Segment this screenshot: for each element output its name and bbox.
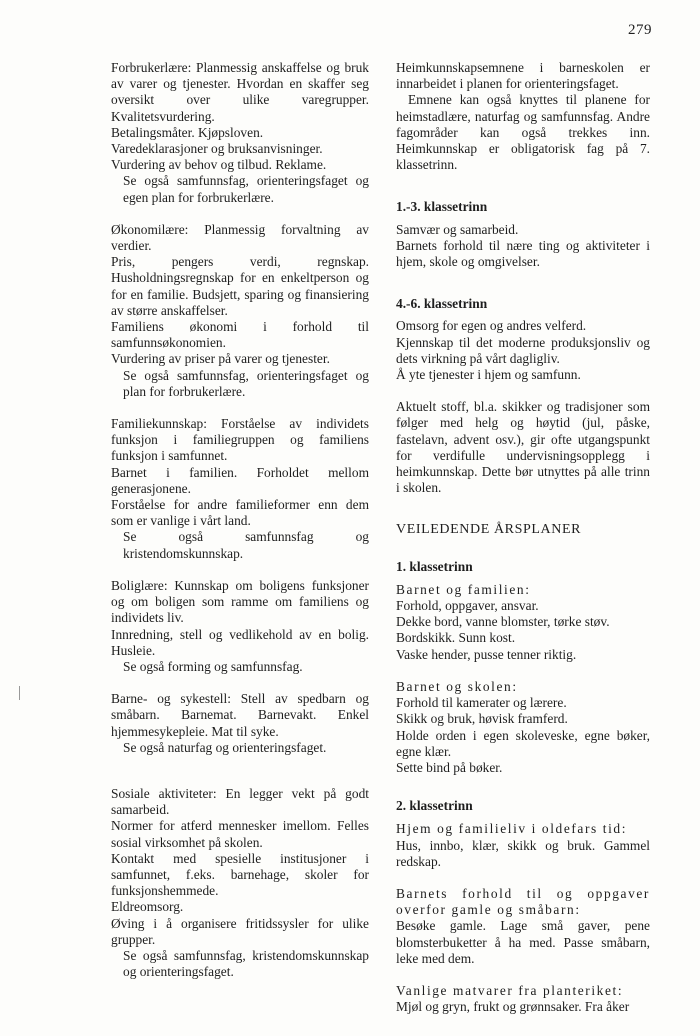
margin-mark: [19, 686, 20, 700]
see-also-note: Se også naturfag og orienteringsfaget.: [123, 739, 327, 755]
section-heading: 1.-3. klassetrinn: [396, 199, 488, 215]
section-familiekunnskap: [111, 416, 369, 562]
section-forbrukerlaere: [111, 60, 369, 206]
paragraph: Eldreomsorg.: [111, 899, 184, 915]
list-item: Dekke bord, vanne blomster, tørke støv.: [396, 614, 610, 630]
list-item: Besøke gamle. Lage små gaver, pene blomsterbuketter å ha med. Passe småbarn, leke med dem.: [396, 918, 650, 966]
group-label: Hjem og familieliv i oldefars tid:: [396, 821, 628, 837]
paragraph: Familiens økonomi i forhold til samfunnsøkonomien.: [111, 319, 369, 351]
list-item: Holde orden i egen skoleveske, egne bøker, egne klær.: [396, 727, 650, 759]
section-4-6: [396, 318, 650, 383]
paragraph: Innredning, stell og vedlikehold av en bolig. Husleie.: [111, 626, 369, 658]
paragraph: Kontakt med spesielle institusjoner i samfunnet, f.eks. barnehage, skoler for funksjonshemmede.: [111, 850, 369, 899]
see-also-note: Se også samfunnsfag, kristendomskunnskap og orienteringsfaget.: [123, 947, 369, 980]
section-okonomilaere: [111, 222, 369, 400]
paragraph: Emnene kan også knyttes til planene for heimstadlære, naturfag og samfunnsfag. Andre fagområder kan også trekkes inn. Heimkunnskap er obligatorisk fag på 7. klassetrinn.: [396, 92, 650, 173]
group-label: Vanlige matvarer fra planteriket:: [396, 982, 624, 998]
right-column: [396, 60, 650, 1015]
list-item: Mjøl og gryn, frukt og grønnsaker. Fra åker: [396, 999, 630, 1015]
paragraph: Kjennskap til det moderne produksjonsliv og dets virkning på vårt dagligliv.: [396, 334, 650, 366]
list-item: Skikk og bruk, høvisk framferd.: [396, 711, 568, 727]
paragraph: Å yte tjenester i hjem og samfunn.: [396, 367, 581, 383]
paragraph: Aktuelt stoff, bl.a. skikker og tradisjoner som følger med helg og høytid (jul, påske, fastelavn, advent osv.), gir ofte utgangspunkt for verdifulle undervisningsopplegg i heimkunnskap. Dette bør utnyttes på alle trinn i skolen.: [396, 399, 650, 496]
paragraph: Sosiale aktiviteter: En legger vekt på godt samarbeid.: [111, 785, 369, 818]
paragraph: Betalingsmåter. Kjøpsloven.: [111, 124, 264, 140]
list-item: Forhold, oppgaver, ansvar.: [396, 598, 539, 614]
klassetrinn-1: [396, 582, 650, 776]
paragraph: Samvær og samarbeid.: [396, 221, 519, 237]
list-item: Hus, innbo, klær, skikk og bruk. Gammel redskap.: [396, 837, 650, 869]
paragraph: Familiekunnskap: Forståelse av individets funksjon i familiegruppen og familiens funksjon i samfunnet.: [111, 416, 369, 464]
group-label: Barnet og familien:: [396, 581, 531, 597]
aktuelt-paragraph: [396, 399, 650, 496]
paragraph: Forståelse for andre familieformer enn dem som er vanlige i vårt land.: [111, 497, 369, 529]
paragraph: Forbrukerlære: Planmessig anskaffelse og bruk av varer og tjenester. Hvordan en skaffer seg oversikt over ulike varegrupper. Kvalitetsvurdering.: [111, 60, 369, 124]
section-1-3: [396, 222, 650, 271]
veiledende-heading: VEILEDENDE ÅRSPLANER: [396, 522, 582, 538]
see-also-note: Se også samfunnsfag og kristendomskunnskap.: [123, 529, 369, 561]
paragraph: Varedeklarasjoner og bruksanvisninger.: [111, 141, 323, 157]
paragraph: Vurdering av behov og tilbud. Reklame.: [111, 157, 327, 173]
paragraph: Heimkunnskapsemnene i barneskolen er innarbeidet i planen for orienteringsfaget.: [396, 60, 650, 92]
paragraph: Barnets forhold til nære ting og aktiviteter i hjem, skole og omgivelser.: [396, 237, 650, 270]
section-heading: 4.-6. klassetrinn: [396, 296, 488, 312]
paragraph: Omsorg for egen og andres velferd.: [396, 318, 587, 334]
section-heading: 1. klassetrinn: [396, 558, 473, 574]
section-sosiale-aktiviteter: [111, 786, 369, 980]
see-also-note: Se også samfunnsfag, orienteringsfaget og egen plan for forbrukerlære.: [123, 173, 369, 205]
list-item: Forhold til kamerater og lærere.: [396, 695, 567, 711]
paragraph: Normer for atferd mennesker imellom. Felles sosial virksomhet på skolen.: [111, 818, 369, 850]
section-heading: 2. klassetrinn: [396, 798, 473, 814]
section-barne-og-sykestell: [111, 691, 369, 756]
group-label: Barnets forhold til og oppgaver overfor gamle og småbarn:: [396, 885, 650, 918]
klassetrinn-2: [396, 821, 650, 1015]
paragraph: Pris, pengers verdi, regnskap. Husholdningsregnskap for en enkeltperson og for en familie. Budsjett, sparing og finansiering av større anskaffelser.: [111, 254, 369, 318]
section-boliglaere: [111, 578, 369, 675]
paragraph: Barne- og sykestell: Stell av spedbarn og småbarn. Barnemat. Barnevakt. Enkel hjemmesykepleie. Mat til syke.: [111, 691, 369, 739]
list-item: Vaske hender, pusse tenner riktig.: [396, 646, 577, 662]
paragraph: Øving i å organisere fritidssysler for ulike grupper.: [111, 915, 369, 947]
see-also-note: Se også samfunnsfag, orienteringsfaget og plan for forbrukerlære.: [123, 367, 369, 399]
list-item: Sette bind på bøker.: [396, 759, 503, 775]
paragraph: Økonomilære: Planmessig forvaltning av verdier.: [111, 221, 369, 254]
paragraph: Barnet i familien. Forholdet mellom generasjonene.: [111, 464, 369, 496]
left-column: [111, 60, 369, 980]
page-number: 279: [628, 22, 652, 38]
see-also-note: Se også forming og samfunnsfag.: [123, 658, 303, 674]
list-item: Bordskikk. Sunn kost.: [396, 630, 516, 646]
group-label: Barnet og skolen:: [396, 678, 518, 694]
paragraph: Vurdering av priser på varer og tjenester.: [111, 351, 330, 367]
intro: [396, 60, 650, 173]
paragraph: Boliglære: Kunnskap om boligens funksjoner og om boligen som ramme om familiens og individets liv.: [111, 577, 369, 626]
